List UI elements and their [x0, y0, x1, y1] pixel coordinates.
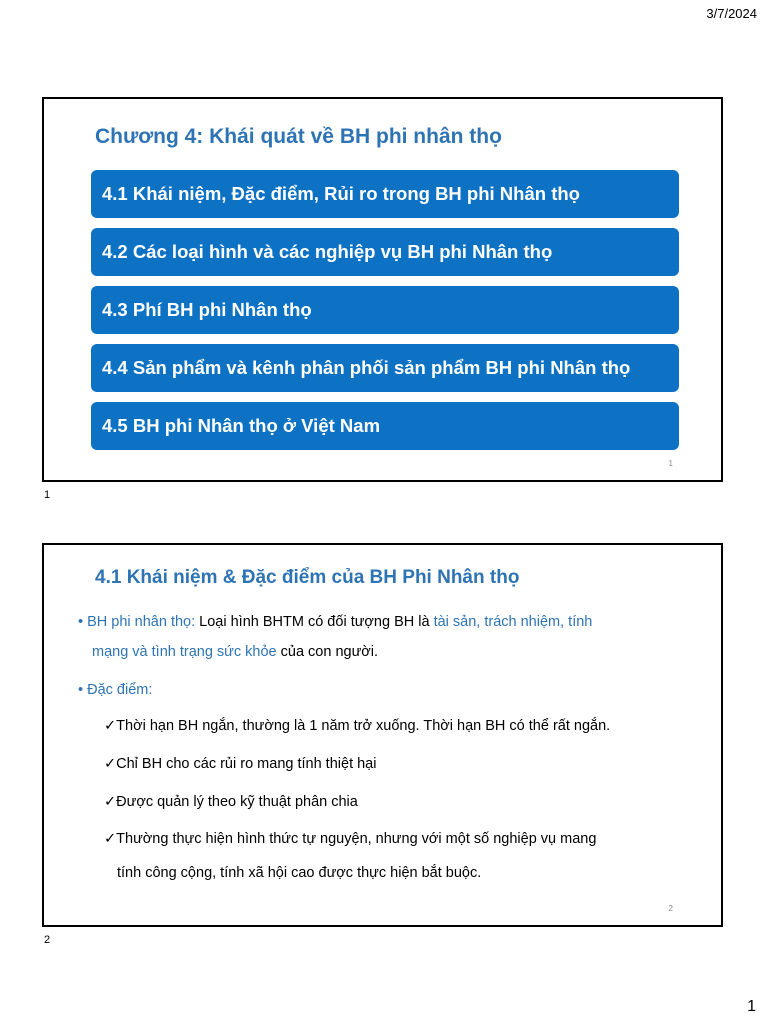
- feature-item: ✓Chỉ BH cho các rủi ro mang tính thiệt hại: [104, 756, 377, 772]
- definition-line-1: [78, 607, 592, 637]
- page-number: 1: [747, 998, 756, 1015]
- slide-2: [42, 543, 723, 927]
- slide-1: [42, 97, 723, 482]
- slide-title: 4.1 Khái niệm & Đặc điểm của BH Phi Nhân thọ: [95, 567, 520, 588]
- feature-item: ✓Thời hạn BH ngắn, thường là 1 năm trở xuống. Thời hạn BH có thể rất ngắn.: [104, 718, 611, 734]
- definition-text-2: của con người.: [276, 644, 379, 660]
- slide-title: Chương 4: Khái quát về BH phi nhân thọ: [95, 125, 502, 148]
- feature-item-continuation: tính công cộng, tính xã hội cao được thực hiện bắt buộc.: [117, 865, 482, 881]
- topic-4-1: 4.1 Khái niệm, Đặc điểm, Rủi ro trong BH phi Nhân thọ: [91, 170, 679, 218]
- topic-4-2: 4.2 Các loại hình và các nghiệp vụ BH phi Nhân thọ: [91, 228, 679, 276]
- slide-footer-number: 2: [668, 904, 673, 913]
- definition-term: BH phi nhân thọ:: [87, 614, 196, 630]
- definition-highlight-1: tài sản, trách nhiệm, tính: [433, 614, 593, 630]
- definition-line-2: [92, 637, 378, 667]
- slide-label-1: 1: [44, 489, 51, 501]
- definition-highlight-2: mạng và tình trạng sức khỏe: [92, 644, 277, 660]
- topic-4-3: 4.3 Phí BH phi Nhân thọ: [91, 286, 679, 334]
- slide-footer-number: 1: [668, 459, 673, 468]
- topic-4-5: 4.5 BH phi Nhân thọ ở Việt Nam: [91, 402, 679, 450]
- feature-item: ✓Được quản lý theo kỹ thuật phân chia: [104, 794, 358, 810]
- slide-label-2: 2: [44, 934, 51, 946]
- features-heading: • Đặc điểm:: [78, 682, 153, 698]
- bullet: •: [78, 614, 84, 630]
- topic-4-4: 4.4 Sản phẩm và kênh phân phối sản phẩm BH phi Nhân thọ: [91, 344, 679, 392]
- print-date: 3/7/2024: [706, 6, 757, 21]
- definition-text-1: Loại hình BHTM có đối tượng BH là: [195, 614, 434, 630]
- feature-item: ✓Thường thực hiện hình thức tự nguyện, nhưng với một số nghiệp vụ mang: [104, 831, 597, 847]
